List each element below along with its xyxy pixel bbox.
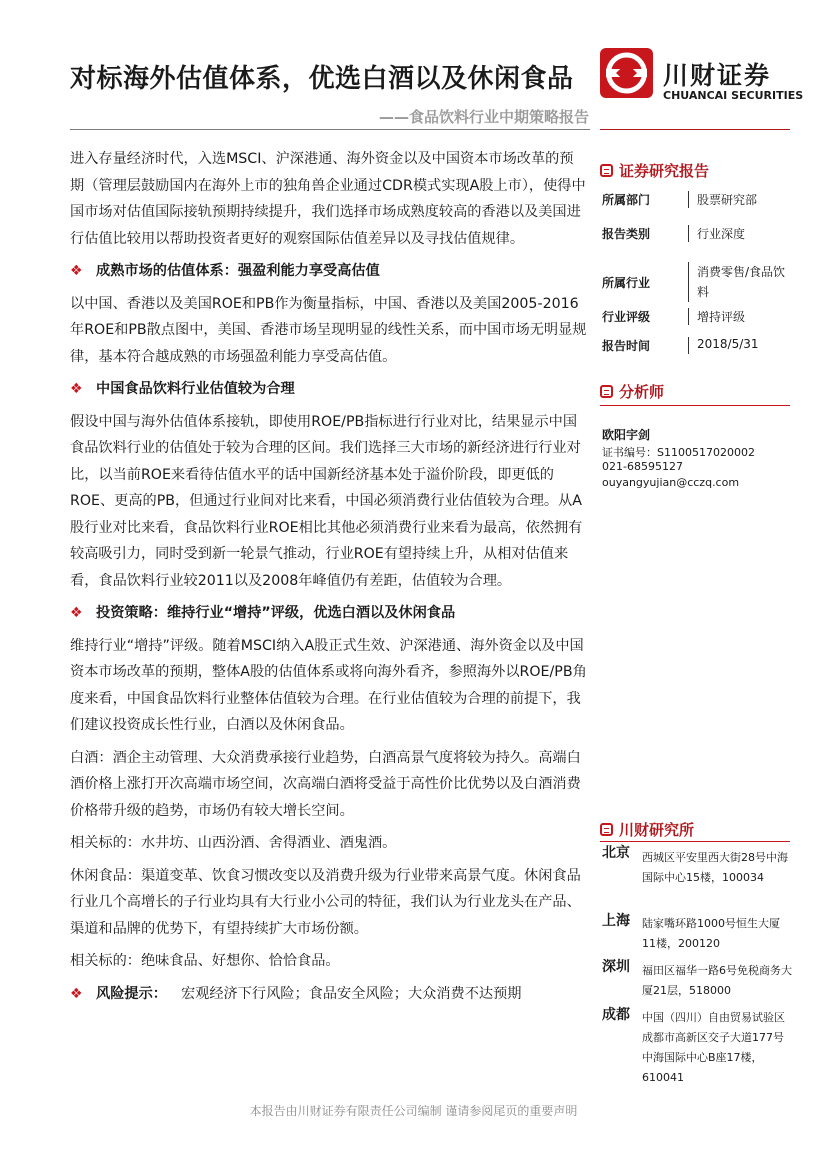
diamond-bullet-icon: ❖ xyxy=(70,381,83,397)
office-address: 西城区平安里西大街28号中海国际中心15楼，100034 xyxy=(642,851,788,884)
report-subtitle: ——食品饮料行业中期策略报告 xyxy=(378,108,589,126)
office-city: 成都 xyxy=(602,1007,630,1023)
info-row: 所属行业 消费零售/食品饮料 xyxy=(602,262,787,302)
section-paragraph: 假设中国与海外估值体系接轨，即使用ROE/PB指标进行行业对比，结果显示中国食品饮料行业的估值处于较为合理的区间。我们选择三大市场的新经济进行行业对比，以当前ROE来看待估值水平的话中国新经济基本处于溢价阶段，即更低的ROE、更高的PB，但通过行业间对比来看，中国必须消费行业估值较为合理。从A股行业对比来看，食品饮料行业ROE相比其他必须消费行业来看为最高，依然拥有较高吸引力，同时受到新一轮景气推动，行业ROE有望持续上升，从相对估值来看，食品饮料行业较2011以及2008年峰值仍有差距，估值较为合理。 xyxy=(70,413,583,589)
report-title: 对标海外估值体系，优选白酒以及休闲食品 xyxy=(70,64,574,94)
divider xyxy=(600,405,790,406)
section-heading: ❖ 中国食品饮料行业估值较为合理 xyxy=(70,376,587,403)
info-row: 行业评级 增持评级 xyxy=(602,310,746,324)
section-paragraph: 维持行业“增持”评级。随着MSCI纳入A股正式生效、沪深港通、海外资金以及中国资本市场改革的预期，整体A股的估值体系或将向海外看齐，参照海外以ROE/PB角度来看，中国食品饮料行业整体估值较为合理。在行业估值较为合理的前提下，我们建议投资成长性行业，白酒以及休闲食品。 xyxy=(70,637,587,733)
institute-icon xyxy=(600,823,613,836)
section-heading: ❖ 成熟市场的估值体系：强盈利能力享受高估值 xyxy=(70,258,587,285)
analyst-cert: 证书编号：S1100517020002 xyxy=(602,446,755,459)
office-address: 福田区福华一路6号免税商务大厦21层，518000 xyxy=(642,964,792,997)
office-address: 陆家嘴环路1000号恒生大厦11楼，200120 xyxy=(642,917,780,950)
info-row: 报告类别 行业深度 xyxy=(602,227,746,241)
diamond-bullet-icon: ❖ xyxy=(70,605,83,621)
logo-symbol-icon xyxy=(600,48,653,98)
logo-mark xyxy=(600,48,653,98)
diamond-bullet-icon: ❖ xyxy=(70,985,83,1002)
info-row: 所属部门 股票研究部 xyxy=(602,193,758,207)
analyst-name: 欧阳宇剑 xyxy=(602,428,651,442)
page-footer: 本报告由川财证券有限责任公司编制 谨请参阅尾页的重要声明 xyxy=(249,1104,578,1118)
header-divider-accent xyxy=(600,129,790,130)
logo-english: CHUANCAI SECURITIES xyxy=(663,89,804,102)
office-city: 上海 xyxy=(602,913,630,929)
analyst-icon xyxy=(600,385,613,398)
section-heading: ❖ 投资策略：维持行业“增持”评级，优选白酒以及休闲食品 xyxy=(70,600,587,627)
analyst-phone: 021-68595127 xyxy=(602,460,683,473)
header-divider xyxy=(70,129,590,130)
section-paragraph: 相关标的：绝味食品、好想你、恰恰食品。 xyxy=(70,953,340,969)
report-icon xyxy=(600,164,613,177)
office-address: 中国（四川）自由贸易试验区成都市高新区交子大道177号中海国际中心B座17楼，610041 xyxy=(642,1011,785,1084)
risk-label: 风险提示： xyxy=(96,985,167,1002)
office-city: 北京 xyxy=(602,845,630,861)
report-heading: 证券研究报告 xyxy=(600,160,709,181)
analyst-email[interactable]: ouyangyujian@cczq.com xyxy=(602,476,740,489)
intro-paragraph: 进入存量经济时代，入选MSCI、沪深港通、海外资金以及中国资本市场改革的预期（管理层鼓励国内在海外上市的独角兽企业通过CDR模式实现A股上市），使得中国市场对估值国际接轨预期持续提升，我们选择市场成熟度较高的香港以及美国进行估值比较用以帮助投资者更好的观察国际估值差异以及寻找估值规律。 xyxy=(70,151,586,247)
section-paragraph: 休闲食品：渠道变革、饮食习惯改变以及消费升级为行业带来高景气度。休闲食品行业几个高增长的子行业均具有大行业小公司的特征，我们认为行业龙头在产品、渠道和品牌的优势下，有望持续扩大市场份额。 xyxy=(70,867,581,937)
diamond-bullet-icon: ❖ xyxy=(70,263,83,279)
analyst-heading: 分析师 xyxy=(600,381,664,402)
section-paragraph: 相关标的：水井坊、山西汾酒、舍得酒业、酒鬼酒。 xyxy=(70,835,397,851)
section-paragraph: 以中国、香港以及美国ROE和PB作为衡量指标，中国、香港以及美国2005-2016年ROE和PB散点图中，美国、香港市场呈现明显的线性关系，而中国市场无明显规律，基本符合越成熟的市场强盈利能力享受高估值。 xyxy=(70,295,587,365)
risk-text: 宏观经济下行风险；食品安全风险；大众消费不达预期 xyxy=(180,985,522,1002)
logo-text: 川财证券 xyxy=(663,61,772,90)
section-paragraph: 白酒：酒企主动管理、大众消费承接行业趋势，白酒高景气度将较为持久。高端白酒价格上涨打开次高端市场空间，次高端白酒将受益于高性价比优势以及白酒消费价格带升级的趋势，市场仍有较大增长空间。 xyxy=(70,749,581,819)
office-city: 深圳 xyxy=(602,959,630,975)
main-content xyxy=(70,146,587,1007)
risk-line xyxy=(70,981,587,1008)
info-row: 报告时间 2018/5/31 xyxy=(602,337,759,353)
institute-heading: 川财研究所 xyxy=(600,819,694,840)
